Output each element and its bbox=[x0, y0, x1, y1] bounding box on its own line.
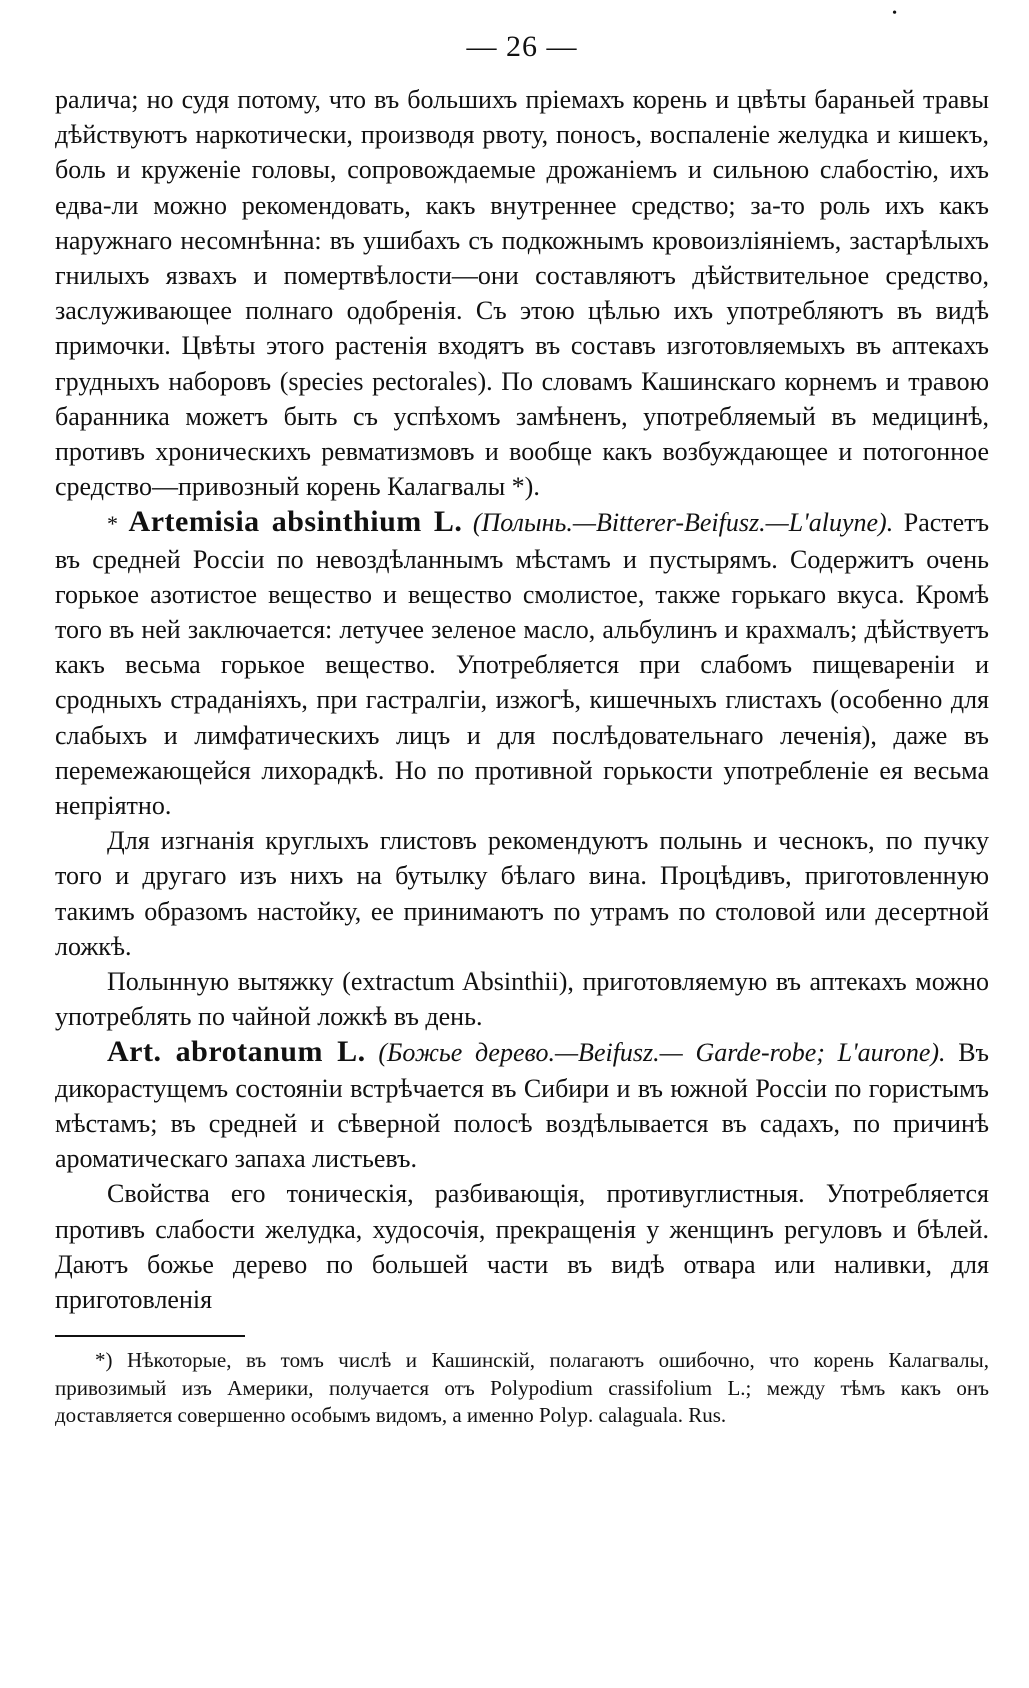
asterisk-marker: * bbox=[107, 511, 118, 537]
entry-text: Растетъ въ средней Россіи по невоздѣланнымъ мѣстамъ и пустырямъ. Содержитъ очень горькое азотистое вещество и вещество смолистое, также горькаго вкуса. Кромѣ того въ ней заключается: летучее зеленое масло, альбулинъ и крахмалъ; дѣйствуетъ какъ весьма горькое вещество. Употребляется при слабомъ пищевареніи и сродныхъ страданіяхъ, при гастралгіи, изжогѣ, кишечныхъ глистахъ (особенно для слабыхъ и лимфатическихъ лицъ и для послѣдовательнаго леченія), даже въ перемежающейся лихорадкѣ. Но по противной горькости употребленіе ея весьма непріятно. bbox=[55, 508, 990, 821]
paragraph-worms: Для изгнанія круглыхъ глистовъ рекомендуютъ полынь и чеснокъ, по пучку того и другаго изъ нихъ на бутылку бѣлаго вина. Процѣдивъ, приготовленную такимъ образомъ настойку, ее принимаютъ по утрамъ по столовой или десертной ложкѣ. bbox=[55, 826, 989, 961]
speck: • bbox=[892, 6, 897, 21]
entry-artemisia-absinthium bbox=[55, 504, 989, 823]
paragraph-properties: Свойства его тоническія, разбивающія, противуглистныя. Употребляется противъ слабости желудка, худосочія, прекращенія у женщинъ регуловъ и бѣлей. Даютъ божье дерево по большей части въ видѣ отвара или наливки, для приготовленія bbox=[55, 1179, 989, 1314]
paragraph-continuation: ралича; но судя потому, что въ большихъ пріемахъ корень и цвѣты бараньей травы дѣйствуютъ наркотически, производя рвоту, поносъ, воспаленіе желудка и кишекъ, боль и круженіе головы, сопровождаемые дрожаніемъ и сильною слабостію, ихъ едва-ли можно рекомендовать, какъ внутреннее средство; за-то роль ихъ какъ наружнаго несомнѣнна: въ ушибахъ съ подкожнымъ кровоизліяніемъ, застарѣлыхъ гнилыхъ язвахъ и помертвѣлости—они составляютъ дѣйствительное средство, заслуживающее полнаго одобренія. Съ этою цѣлью ихъ употребляютъ въ видѣ примочки. Цвѣты этого растенія входятъ въ составъ изготовляемыхъ въ аптекахъ грудныхъ наборовъ (species pectorales). По словамъ Кашинскаго корнемъ и травою баранника можетъ быть съ успѣхомъ замѣненъ, употребляемый въ медицинѣ, противъ хроническихъ ревматизмовъ и вообще какъ возбуждающее и потогонное средство—привозный корень Калагвалы *). bbox=[55, 85, 989, 502]
footnote-divider bbox=[55, 1335, 245, 1337]
page-number: — 26 — bbox=[466, 30, 578, 63]
entry-artemisia-abrotanum bbox=[55, 1034, 989, 1176]
latin-name: Artemisia absinthium L. bbox=[128, 505, 463, 539]
common-names: (Полынь.—Bitterer-Beifusz.—L'aluyne). bbox=[472, 508, 894, 538]
common-names: (Божье дерево.—Beifusz.— Garde-robe; L'aurone). bbox=[378, 1038, 946, 1068]
paragraph-extract: Полынную вытяжку (extractum Absinthii), приготовляемую въ аптекахъ можно употреблять по чайной ложкѣ въ день. bbox=[55, 967, 989, 1032]
footnote: *) Нѣкоторые, въ томъ числѣ и Кашинскій, полагаютъ ошибочно, что корень Калагвалы, привозимый изъ Америки, получается отъ Polypodium crassifolium L.; между тѣмъ какъ онъ доставляется совершенно особымъ видомъ, а именно Polyp. calaguala. Rus. bbox=[55, 1348, 989, 1428]
latin-name: Art. abrotanum L. bbox=[107, 1035, 366, 1069]
entry-text: Въ дикорастущемъ состояніи встрѣчается въ Сибири и въ южной Россіи по гористымъ мѣстамъ; въ средней и сѣверной полосѣ воздѣлывается въ садахъ, по причинѣ ароматическаго запаха листьевъ. bbox=[55, 1038, 989, 1174]
